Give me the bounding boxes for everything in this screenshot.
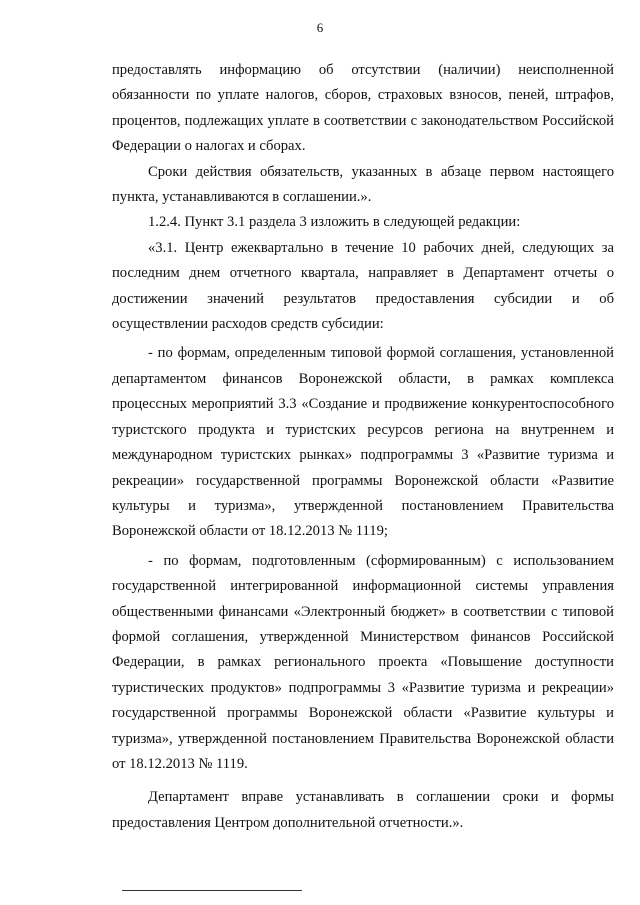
document-body [112,58,614,836]
paragraph-list-item-2: - по формам, подготовленным (сформированным) с использованием государственной интегрированной информационной системы управления общественными финансами «Электронный бюджет» в соответствии с типовой формой соглашения, утвержденной Министерством финансов Российской Федерации, в рамках регионального проекта «Повышение доступности туристических продуктов» подпрограммы 3 «Развитие туризма и рекреации» государственной программы Воронежской области «Развитие культуры и туризма», утвержденной постановлением Правительства Воронежской области от 18.12.2013 № 1119. [112,552,614,772]
paragraph-obligation-terms: Сроки действия обязательств, указанных в абзаце первом настоящего пункта, устанавливаются в соглашении.». [112,163,614,206]
paragraph-obligations-continuation: предоставлять информацию об отсутствии (наличии) неисполненной обязанности по уплате налогов, сборов, страховых взносов, пеней, штрафов, процентов, подлежащих уплате в соответствии с законодательством Российской Федерации о налогах и сборах. [112,62,614,155]
footer-divider [122,890,302,891]
paragraph-additional-reporting: Департамент вправе устанавливать в соглашении сроки и формы предоставления Центром дополнительной отчетности.». [112,789,614,831]
paragraph-clause-3-1: «3.1. Центр ежеквартально в течение 10 рабочих дней, следующих за последним днем отчетного квартала, направляет в Департамент отчеты о достижении значений результатов предоставления субсидии и об осуществлении расходов средств субсидии: [112,239,614,333]
paragraph-list-item-1: - по формам, определенным типовой формой соглашения, установленной департаментом финансов Воронежской области, в рамках комплекса процессных мероприятий 3.3 «Создание и продвижение конкурентоспособного туристского продукта и туристских ресурсов региона на внутреннем и международном туристских рынках» подпрограммы 3 «Развитие туризма и рекреации» государственной программы Воронежской области «Развитие культуры и туризма», утвержденной постановлением Правительства Воронежской области от 18.12.2013 № 1119; [112,345,614,540]
page-number: 6 [316,20,324,35]
paragraph-amendment-1-2-4: 1.2.4. Пункт 3.1 раздела 3 изложить в следующей редакции: [148,214,521,231]
